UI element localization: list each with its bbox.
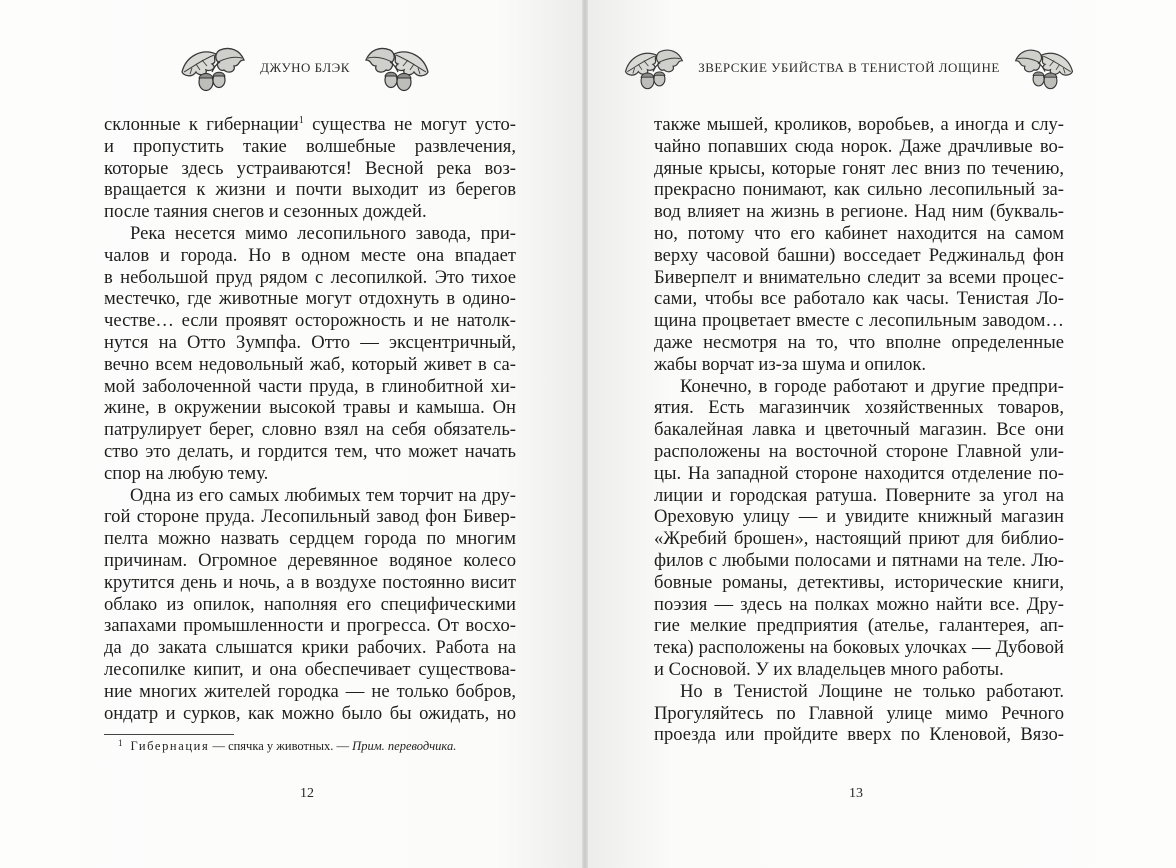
text-line: в небольшой пруд рядом с лесопилкой. Это тихое: [104, 266, 516, 288]
text-line: жине, в окружении высокой травы и камыша. Он: [104, 397, 516, 419]
text-line: облако из опилок, наполняя его специфическими: [104, 593, 516, 615]
text-line: чайно попавших сюда норок. Даже драчливые во-: [654, 135, 1064, 157]
left-running-header: [160, 40, 450, 96]
text-line: запахами промышленности и прогресса. От восхо-: [104, 615, 516, 637]
text-line: ство это делать, и гордится тем, что может начать: [104, 440, 516, 462]
text-line: вращается к жизни и почти выходит из берегов: [104, 179, 516, 201]
text-line: гие мелкие предприятия (ателье, галантерея, ап-: [654, 615, 1064, 637]
text-line: Река несется мимо лесопильного завода, при-: [130, 222, 516, 244]
text-line: филов с любыми полосами и пятнами на теле. Лю-: [654, 549, 1064, 571]
text-line: ятия. Есть магазинчик хозяйственных товаров,: [654, 397, 1064, 419]
oak-leaf-acorn-ornament-icon: [176, 42, 248, 94]
text-line: мой заболоченной части пруда, в глинобитной хи-: [104, 375, 516, 397]
oak-leaf-acorn-ornament-icon: [362, 42, 434, 94]
footnote-definition: — спячка у животных. —: [209, 739, 353, 753]
text-line: вод влияет на жизнь в регионе. Над ним (букваль-: [654, 201, 1064, 223]
footnote: [118, 738, 518, 754]
footnote-term: Гибернация: [130, 739, 210, 753]
footnote-marker: 1: [298, 115, 304, 126]
text-line: Одна из его самых любимых тем торчит на дру-: [130, 484, 516, 506]
text-line: причинам. Огромное деревянное водяное колесо: [104, 549, 516, 571]
book-gutter: [582, 0, 588, 868]
footnote-translator-note: Прим. переводчика.: [352, 739, 457, 753]
oak-leaf-acorn-ornament-icon: [1012, 44, 1078, 92]
text-line: ондатр и сурков, как можно было бы ожидать, но: [104, 702, 516, 724]
text-line: поэзия — здесь на полках можно найти все. Дру-: [654, 593, 1064, 615]
text-line: сами, чтобы все работало как часы. Тенистая Ло-: [654, 288, 1064, 310]
text-line: патрулирует берег, словно взял на себя обязатель-: [104, 419, 516, 441]
text-line: и Сосновой. У их владельцев много работы.: [654, 658, 1004, 680]
text-line: честве… если проявят осторожность и не натолк-: [104, 310, 516, 332]
text-line: местечко, где животные могут отдохнуть в одино-: [104, 288, 516, 310]
text-line: также мышей, кроликов, воробьев, а иногда и слу-: [654, 114, 1064, 135]
text-line: Прогуляйтесь по Главной улице мимо Речного: [654, 702, 1064, 724]
text-line: дяные крысы, которые гонят лес вниз по течению,: [654, 157, 1064, 179]
text-line: гой стороне пруда. Лесопильный завод фон Бивер-: [104, 506, 516, 528]
text-line: после таяния снегов и сезонных дождей.: [104, 201, 427, 223]
text-line: спор на любую тему.: [104, 462, 269, 484]
footnote-number: 1: [118, 738, 123, 748]
left-page: [0, 0, 584, 868]
text-line: крутится день и ночь, а в воздухе постоянно висит: [104, 571, 516, 593]
text-line: нутся на Отто Зумпфа. Отто — эксцентричный,: [104, 331, 516, 353]
text-line: бакалейная лавка и цветочный магазин. Все они: [654, 419, 1064, 441]
text-line: бовные романы, детективы, исторические книги,: [654, 571, 1064, 593]
text-line: чалов и города. Но в одном месте она впадает: [104, 244, 516, 266]
text-line: прекрасно понимают, как сильно лесопильный за-: [654, 179, 1064, 201]
text-line: Биверпелт и внимательно следит за всеми процес-: [654, 266, 1064, 288]
text-line: и пропустить такие волшебные развлечения,: [104, 135, 516, 157]
text-line: лиции и городская ратуша. Поверните за угол на: [654, 484, 1064, 506]
right-running-header: [614, 40, 1084, 96]
text-line: «Жребий брошен», настоящий приют для библио-: [654, 528, 1064, 550]
text-line: которые здесь устраиваются! Весной река воз-: [104, 157, 516, 179]
text-line: верху часовой башни) восседает Реджинальд фон: [654, 244, 1064, 266]
text-line: склонные к гибернации$^1$ существа не могут усто-: [104, 114, 516, 135]
text-line: да до заката слышатся крики рабочих. Работа на: [104, 637, 516, 659]
text-line: Ореховую улицу — и увидите книжный магазин: [654, 506, 1064, 528]
page-number: 12: [300, 786, 314, 801]
text-line: щина процветает вместе с лесопильным заводом…: [654, 310, 1064, 332]
text-line: расположены на восточной стороне Главной ули-: [654, 440, 1064, 462]
text-line: пелта можно назвать сердцем города по многим: [104, 528, 516, 550]
right-page: [584, 0, 1176, 868]
text-line: даже несмотря на то, что вполне определенные: [654, 331, 1064, 353]
footnote-divider: [104, 734, 234, 735]
text-line: тека) расположены на боковых улочках — Дубовой: [654, 637, 1064, 659]
text-line: жабы ворчат из-за шума и опилок.: [654, 353, 927, 375]
text-line: лесопилке кипит, и она обеспечивает существова-: [104, 658, 516, 680]
right-body-text: [654, 114, 1064, 746]
text-line: проезда или пройдите вверх по Кленовой, Вязо-: [654, 724, 1064, 746]
text-line: вечно всем недовольный жаб, который живет в са-: [104, 353, 516, 375]
title-running-head: ЗВЕРСКИЕ УБИЙСТВА В ТЕНИСТОЙ ЛОЩИНЕ: [698, 60, 1000, 75]
oak-leaf-acorn-ornament-icon: [620, 44, 686, 92]
text-line: цы. На западной стороне находится отделение по-: [654, 462, 1064, 484]
text-line: но, потому что его кабинет находится на самом: [654, 222, 1064, 244]
text-line: Но в Тенистой Лощине не только работают.: [680, 680, 1064, 702]
author-running-head: ДЖУНО БЛЭК: [260, 60, 350, 75]
text-line: ние многих жителей городка — не только бобров,: [104, 680, 516, 702]
page-number: 13: [849, 786, 863, 801]
text-line: Конечно, в городе работают и другие предпри-: [680, 375, 1064, 397]
left-body-text: [104, 114, 516, 724]
